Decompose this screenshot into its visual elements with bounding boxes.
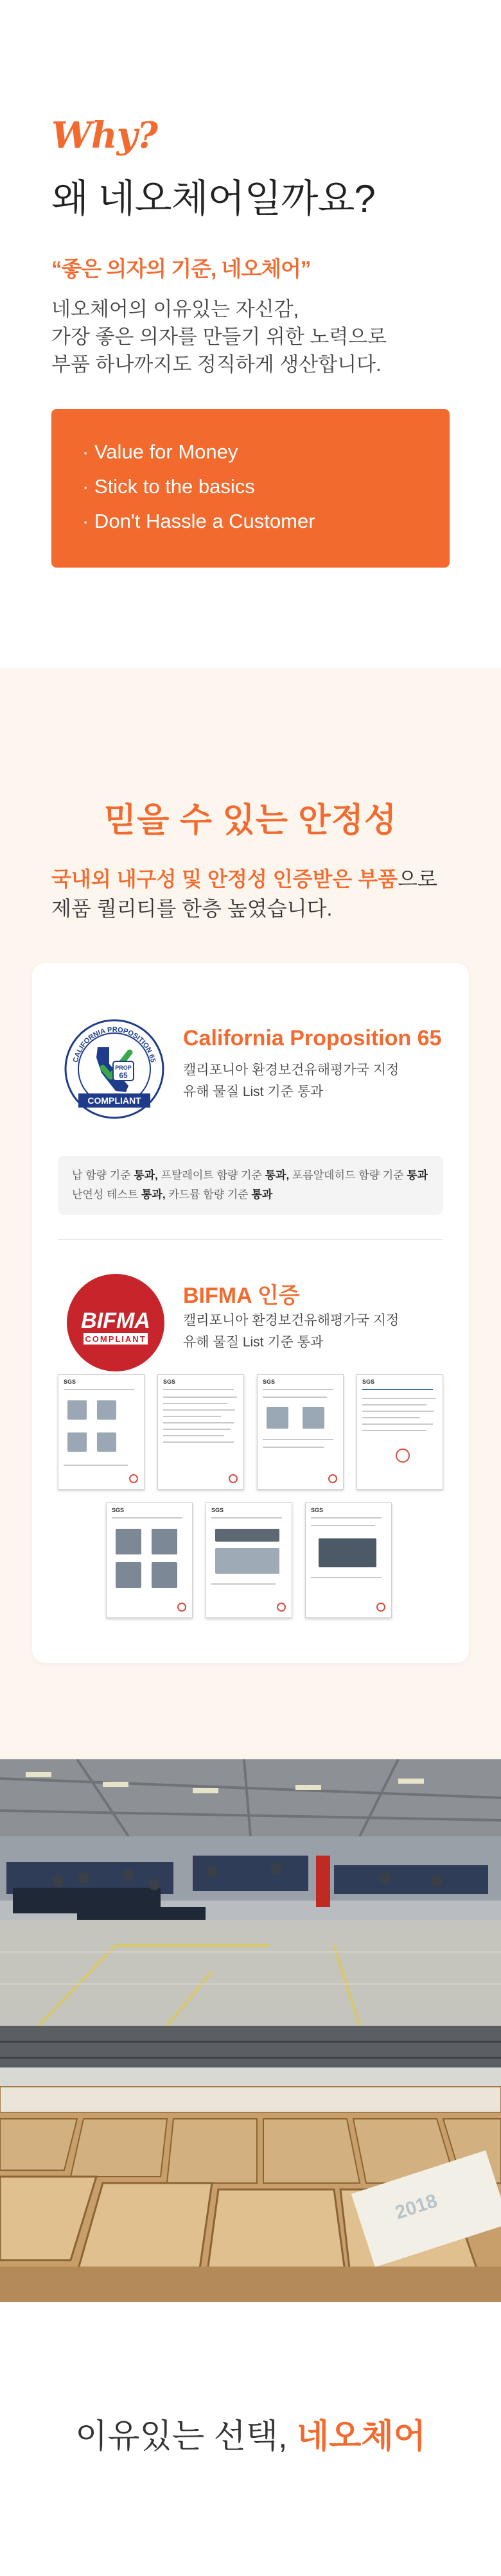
prop65-badge-line2: 65 <box>119 1071 128 1080</box>
prop65-desc-line: 유해 물질 List 기준 통과 <box>183 1084 324 1099</box>
why-label: Why? <box>51 114 157 157</box>
bifma-title: BIFMA 인증 <box>183 1284 300 1308</box>
closing-text <box>0 2409 501 2457</box>
prop65-bottom-text: COMPLIANT <box>87 1095 141 1106</box>
value-item: · Stick to the basics <box>82 475 255 498</box>
prop65-desc-line: 캘리포니아 환경보건유해평가국 지정 <box>183 1063 400 1077</box>
bifma-desc-line: 유해 물질 List 기준 통과 <box>183 1335 324 1350</box>
certificate-document <box>157 1374 244 1490</box>
prop65-logo <box>64 1019 164 1119</box>
document-header: SGS <box>64 1379 76 1385</box>
closing-section <box>0 2302 501 2576</box>
intro-line: 가장 좋은 의자를 만들기 위한 노력으로 <box>51 326 387 348</box>
certificate-document <box>58 1374 145 1490</box>
certificate-document <box>257 1374 344 1490</box>
document-header: SGS <box>163 1379 176 1385</box>
document-header: SGS <box>362 1379 375 1385</box>
test-name: 난연성 테스트 <box>72 1188 139 1201</box>
certificate-document <box>106 1502 193 1618</box>
trust-subtitle <box>51 864 462 923</box>
test-name: 납 함량 기준 <box>72 1169 131 1181</box>
test-result: 통과, <box>141 1188 166 1201</box>
test-name: 카드뮴 함량 기준 <box>168 1188 249 1201</box>
prop65-ring-text: CALIFORNIA PROPOSITION 65 <box>71 1025 157 1063</box>
trust-section <box>0 668 501 1759</box>
document-header: SGS <box>211 1507 224 1513</box>
factory-floor-image <box>0 1759 501 2302</box>
closing-text-plain: 이유있는 선택, <box>75 2418 288 2455</box>
values-box <box>51 409 450 568</box>
test-results-box <box>58 1156 443 1215</box>
factory-photos <box>0 1759 501 2302</box>
document-header: SGS <box>263 1379 276 1385</box>
test-result: 통과, <box>134 1169 158 1181</box>
closing-brand-name: 네오체어 <box>296 2418 426 2455</box>
test-name: 포름알데히드 함량 기준 <box>292 1169 404 1181</box>
quote-title: “좋은 의자의 기준, 네오체어” <box>51 257 311 281</box>
bifma-logo-sub: COMPLIANT <box>85 1334 146 1344</box>
bifma-logo-text: BIFMA <box>81 1309 150 1333</box>
certificate-document <box>206 1502 292 1618</box>
intro-line: 부품 하나까지도 정직하게 생산합니다. <box>51 353 382 376</box>
prop65-badge-line1: PROP <box>115 1065 132 1071</box>
trust-subtitle-rest: 으로 <box>398 867 437 891</box>
test-result: 통과 <box>407 1169 428 1181</box>
intro-text <box>51 295 450 378</box>
trust-heading: 믿을 수 있는 안정성 <box>103 802 398 839</box>
box-banner-text: 2018 <box>392 2190 440 2224</box>
test-result: 통과 <box>251 1188 273 1201</box>
prop65-description <box>183 1059 399 1103</box>
trust-subtitle-highlight: 국내외 내구성 및 안정성 인증받은 부품 <box>51 867 398 891</box>
document-header: SGS <box>311 1507 324 1513</box>
intro-line: 네오체어의 이유있는 자신감, <box>51 298 299 320</box>
value-item: · Don't Hassle a Customer <box>82 510 315 532</box>
test-name: 프탈레이트 함량 기준 <box>161 1169 262 1181</box>
bifma-desc-line: 캘리포니아 환경보건유해평가국 지정 <box>183 1313 400 1328</box>
bifma-logo <box>64 1271 167 1374</box>
why-section <box>0 0 501 668</box>
why-heading: 왜 네오체어일까요? <box>51 177 375 220</box>
certificate-document <box>356 1374 443 1490</box>
value-item: · Value for Money <box>82 440 238 463</box>
test-result: 통과, <box>265 1169 290 1181</box>
document-header: SGS <box>112 1507 125 1513</box>
prop65-title: California Proposition 65 <box>183 1026 442 1050</box>
card-divider <box>58 1239 443 1240</box>
certificate-document <box>305 1502 392 1618</box>
certification-card <box>32 963 469 1663</box>
trust-subtitle-line2: 제품 퀄리티를 한층 높였습니다. <box>51 897 333 920</box>
bifma-description <box>183 1310 399 1353</box>
